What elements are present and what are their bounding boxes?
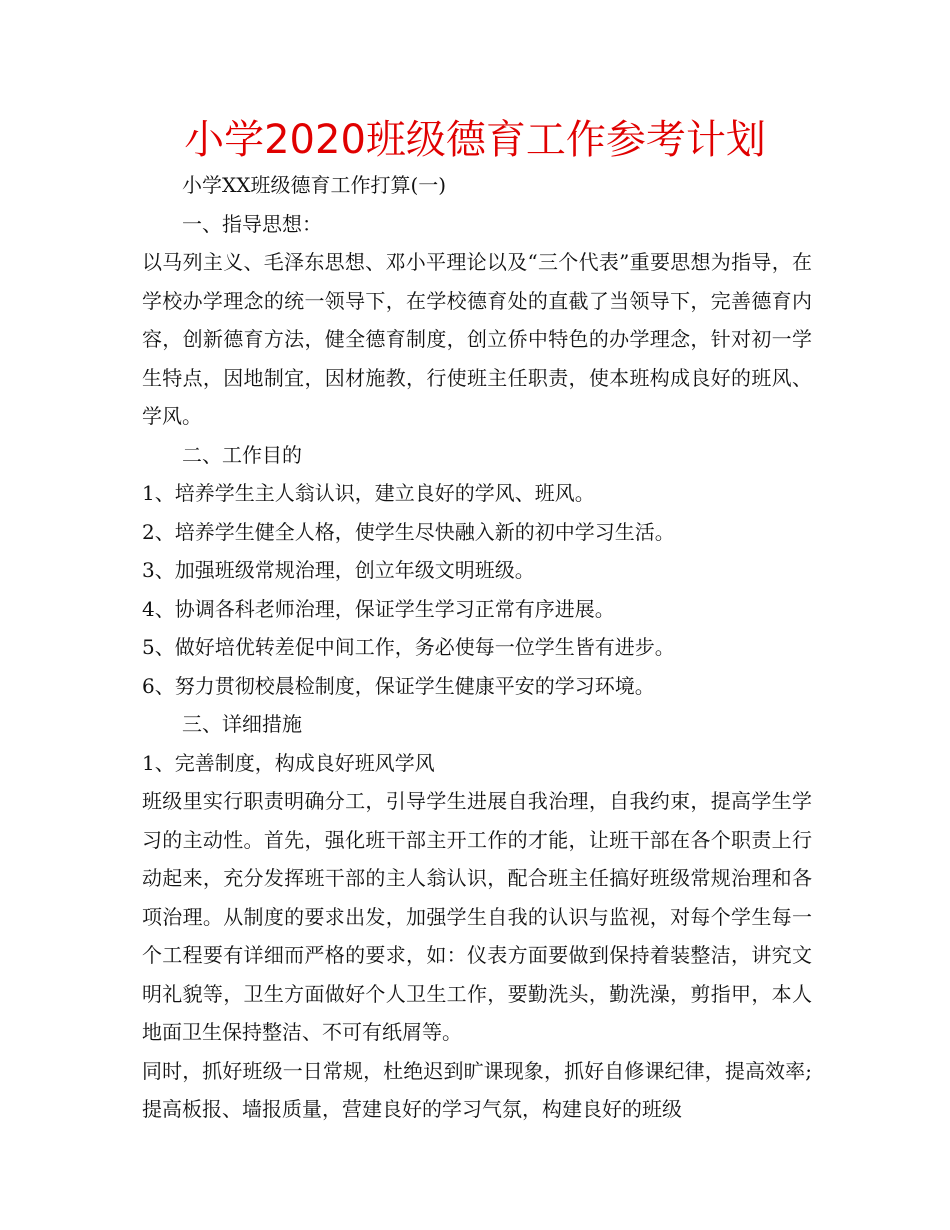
list-item: 4、协调各科老师治理，保证学生学习正常有序进展。 xyxy=(142,596,615,621)
list-item: 6、努力贯彻校晨检制度，保证学生健康平安的学习环境。 xyxy=(142,673,655,698)
section-heading-measures: 三、详细措施 xyxy=(182,712,302,736)
section-paragraph-measures-2: 同时，抓好班级一日常规，杜绝迟到旷课现象，抓好自修课纪律，提高效率;提高板报、墙报质量，营建良好的学习气氛，构建良好的班级 xyxy=(142,1058,812,1121)
section-heading-goals: 二、工作目的 xyxy=(182,442,302,467)
section-heading-guiding-thought: 一、指导思想： xyxy=(182,211,322,236)
section-paragraph-guiding-thought: 以马列主义、毛泽东思想、邓小平理论以及“三个代表”重要思想为指导，在学校办学理念的统一领导下，在学校德育处的直截了当领导下，完善德育内容，创新德育方法，健全德育制度，创立侨中特色的办学理念，针对初一学生特点，因地制宜，因材施教，行使班主任职责，使本班构成良好的班风、学风。 xyxy=(142,250,812,428)
list-item: 5、做好培优转差促中间工作，务必使每一位学生皆有进步。 xyxy=(142,635,675,659)
list-item: 1、培养学生主人翁认识，建立良好的学风、班风。 xyxy=(142,481,595,505)
document-title: 小学2020班级德育工作参考计划 xyxy=(184,117,766,163)
section-paragraph-measures-1: 班级里实行职责明确分工，引导学生进展自我治理，自我约束，提高学生学习的主动性。首先，强化班干部主开工作的才能，让班干部在各个职责上行动起来，充分发挥班干部的主人翁认识，配合班主任搞好班级常规治理和各项治理。从制度的要求出发，加强学生自我的认识与监视，对每个学生每一个工程要有详细而严格的要求，如：仪表方面要做到保持着装整洁，讲究文明礼貌等，卫生方面做好个人卫生工作，要勤洗头，勤洗澡，剪指甲，本人地面卫生保持整洁、不可有纸屑等。 xyxy=(142,789,812,1044)
document-body xyxy=(142,166,812,1129)
list-item: 3、加强班级常规治理，创立年级文明班级。 xyxy=(142,558,535,582)
list-item: 2、培养学生健全人格，使学生尽快融入新的初中学习生活。 xyxy=(142,519,675,544)
section-subheading-measures: 1、完善制度，构成良好班风学风 xyxy=(142,750,435,775)
document-subtitle: 小学XX班级德育工作打算(一) xyxy=(182,173,447,197)
